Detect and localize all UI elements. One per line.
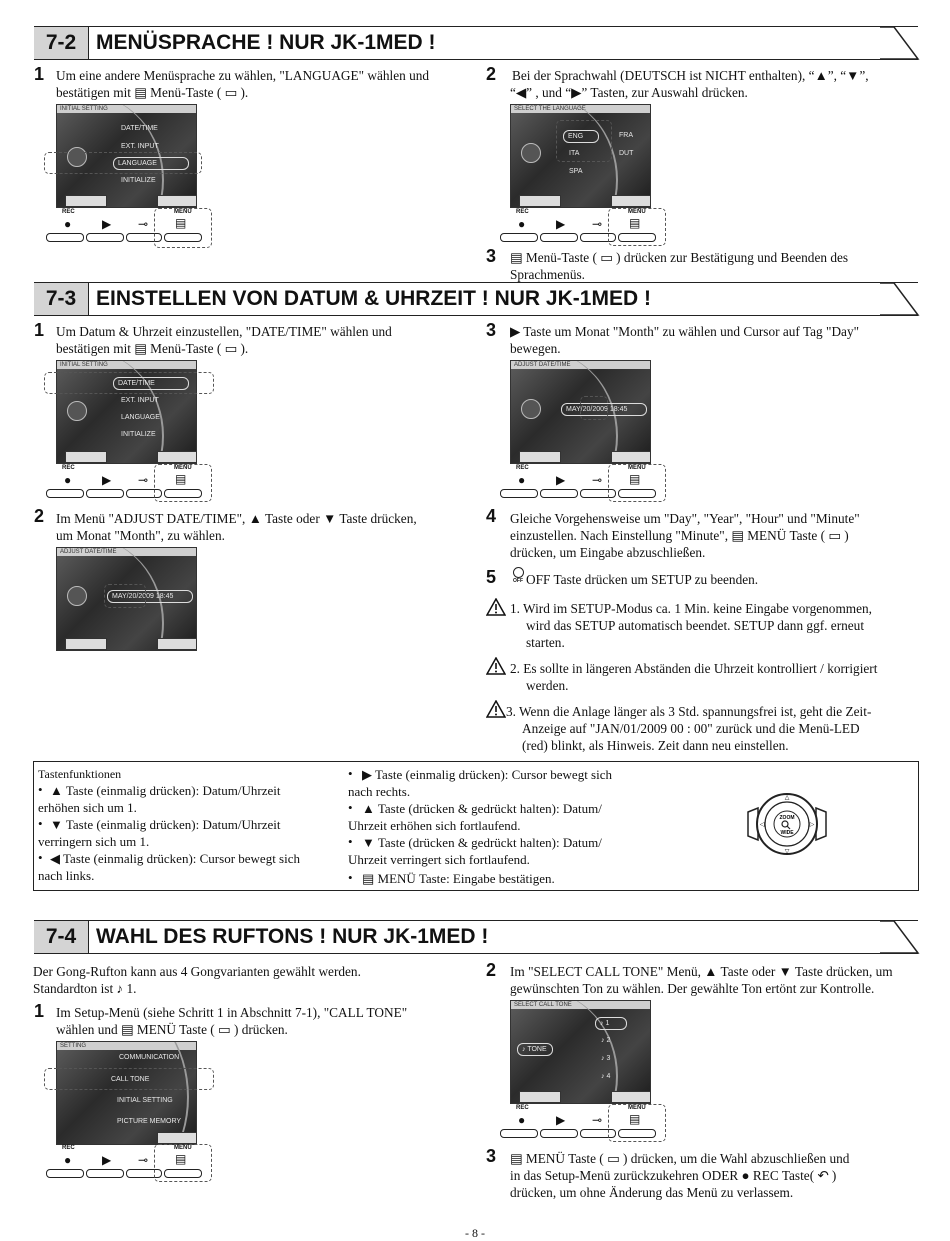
clock-icon — [521, 399, 541, 419]
section-header-7-3 — [34, 282, 918, 316]
key-bar: REC ● ▶ ⊸ MENU ▤ — [46, 208, 202, 242]
section-title: WAHL DES RUFTONS ! NUR JK-1MED ! — [96, 925, 489, 948]
menu-icon: ▤ — [629, 1112, 641, 1126]
step-text: Im Menü "ADJUST DATE/TIME", ▲ Taste oder ▼ Taste drücken, um Monat "Month", zu wählen. — [56, 511, 417, 543]
menu-key-highlight — [154, 464, 212, 502]
step-number: 3 — [486, 320, 497, 340]
rec-icon: ● — [64, 217, 72, 231]
menu-icon: ▤ — [175, 1152, 187, 1166]
key-icon: ⊸ — [592, 217, 603, 231]
key-icon: ⊸ — [138, 217, 149, 231]
screen-setting: SETTING COMMUNICATION CALL TONE INITIAL SETTING PICTURE MEMORY — [56, 1041, 197, 1145]
note-text: 1. Wird im SETUP-Modus ca. 1 Min. keine Eingabe vorgenommen, wird das SETUP automatisch beendet. SETUP dann ggf. erneut starten. — [510, 601, 873, 650]
screen-select-language: SELECT THE LANGUAGE ENG FRA ITA DUT SPA — [510, 104, 651, 208]
key-icon: ⊸ — [592, 473, 603, 487]
svg-text:ZOOM: ZOOM — [779, 815, 795, 821]
key-bar: REC ● ▶ ⊸ MENU ▤ — [46, 1144, 202, 1178]
highlight-frame — [44, 1068, 214, 1090]
box-heading: Tastenfunktionen — [38, 767, 122, 781]
intro-text: Der Gong-Rufton kann aus 4 Gongvarianten gewählt werden. Standardton ist ♪ 1. — [33, 964, 361, 996]
step-text: Im Setup-Menü (siehe Schritt 1 in Abschnitt 7-1), "CALL TONE" wählen und ▤ MENÜ Taste ( ▭ ) drücken. — [56, 1005, 408, 1037]
menu-key-highlight — [154, 208, 212, 248]
header-chevron — [880, 919, 920, 955]
screen-adjust-date-time: ADJUST DATE/TIME MAY/20/2009 18:45 — [510, 360, 651, 464]
key-bar: REC ● ▶ ⊸ MENU ▤ — [46, 464, 202, 498]
step-number: 2 — [486, 64, 497, 84]
note-text: 2. Es sollte in längeren Abständen die Uhrzeit kontrolliert / korrigiert werden. — [510, 661, 878, 693]
menu-icon: ▤ — [629, 472, 641, 486]
key-icon: ⊸ — [138, 473, 149, 487]
section-number: 7-2 — [34, 27, 89, 59]
step-text: Im "SELECT CALL TONE" Menü, ▲ Taste oder ▼ Taste drücken, um gewünschten Ton zu wählen. Der gewählte Ton ertönt zur Kontrolle. — [510, 964, 893, 996]
header-chevron — [880, 281, 920, 317]
navigation-dial-icon — [742, 792, 832, 856]
highlight-frame — [44, 372, 214, 394]
play-icon: ▶ — [102, 473, 112, 487]
menu-key-highlight — [608, 464, 666, 502]
step-text: Um eine andere Menüsprache zu wählen, "LANGUAGE" wählen und bestätigen mit ▤ Menü-Taste ( ▭ ). — [56, 68, 430, 100]
warning-icon — [486, 700, 506, 718]
section-title: EINSTELLEN VON DATUM & UHRZEIT ! NUR JK-1MED ! — [96, 287, 651, 310]
menu-icon — [67, 401, 87, 421]
play-icon: ▶ — [556, 217, 566, 231]
header-chevron — [880, 25, 920, 61]
section-number: 7-4 — [34, 921, 89, 953]
language-icon — [521, 143, 541, 163]
step-text: Gleiche Vorgehensweise um "Day", "Year", "Hour" und "Minute" einzustellen. Nach Einstellung "Minute", ▤ MENÜ Taste ( ▭ ) drücken, um Eingabe abzuschließen. — [510, 511, 860, 560]
rec-icon: ● — [518, 473, 526, 487]
note-text: 3. Wenn die Anlage länger als 3 Std. spannungsfrei ist, geht die Zeit- Anzeige auf "JAN/01/2009 00 : 00" zurück und die Menü-LED (red) blinkt, als Hinweis. Zeit dann neu einstellen. — [506, 704, 872, 753]
menu-icon: ▤ — [629, 216, 641, 230]
highlight-frame — [44, 152, 202, 174]
key-icon: ⊸ — [138, 1153, 149, 1167]
step-number: 1 — [34, 1001, 45, 1021]
menu-key-highlight — [608, 208, 666, 246]
svg-text:▽: ▽ — [784, 849, 790, 855]
menu-icon: ▤ — [175, 472, 187, 486]
section-header-7-2 — [34, 26, 918, 60]
step-text: ▤ Menü-Taste ( ▭ ) drücken zur Bestätigung und Beenden des Sprachmenüs. — [510, 250, 849, 282]
menu-icon: ▤ — [175, 216, 187, 230]
step-text: ▶ Taste um Monat "Month" zu wählen und Cursor auf Tag "Day" bewegen. — [510, 324, 860, 356]
warning-icon — [486, 657, 506, 675]
svg-text:▷: ▷ — [809, 822, 815, 828]
step-text: OFF Taste drücken um SETUP zu beenden. — [526, 572, 759, 587]
step-number: 3 — [486, 1146, 497, 1166]
play-icon: ▶ — [102, 1153, 112, 1167]
highlight-frame — [104, 584, 146, 608]
svg-text:△: △ — [784, 795, 790, 801]
step-number: 5 — [486, 567, 497, 587]
svg-text:WIDE: WIDE — [780, 830, 794, 836]
step-number: 3 — [486, 246, 497, 266]
highlight-frame — [556, 120, 612, 162]
clock-icon — [67, 586, 87, 606]
step-text: Bei der Sprachwahl (DEUTSCH ist NICHT enthalten), “▲”, “▼”, “◀” , und “▶” Tasten, zur Auswahl drücken. — [510, 68, 869, 100]
rec-icon: ● — [64, 1153, 72, 1167]
menu-key-highlight — [608, 1104, 666, 1142]
highlight-frame — [580, 396, 608, 420]
step-number: 2 — [486, 960, 497, 980]
step-number: 1 — [34, 320, 45, 340]
screen-select-call-tone: SELECT CALL TONE ♪ TONE ♪ 1 ♪ 2 ♪ 3 ♪ 4 — [510, 1000, 651, 1104]
key-bar: REC ● ▶ ⊸ MENU ▤ — [500, 1104, 656, 1138]
rec-icon: ● — [518, 1113, 526, 1127]
step-text: ▤ MENÜ Taste ( ▭ ) drücken, um die Wahl abzuschließen und in das Setup-Menü zurückzukehren ODER ● REC Taste( ↶ ) drücken, um ohne Änderung das Menü zu verlassem. — [510, 1151, 850, 1200]
svg-text:◁: ◁ — [759, 822, 765, 828]
play-icon: ▶ — [556, 473, 566, 487]
key-functions-box: Tastenfunktionen • ▲ Taste (einmalig drücken): Datum/Uhrzeit erhöhen sich um 1. • ▼ Taste (einmalig drücken): Datum/Uhrzeit verringern sich um 1. • ◀ Taste (einmalig drücken): Cursor bewegt sich nach links. • ▶ Taste (einmalig drücken): Cursor bewegt sich nach rechts. • ▲ Taste (drücken & gedrückt halten): Datum/ Uhrzeit erhöhen sich fortlaufend. • ▼ Taste (drücken & gedrückt halten): Datum/ Uhrzeit verringert sich fortlaufend. • ▤ MENÜ Taste: Eingabe bestätigen. △ ▽ ◁ ▷ ZOOM WIDE — [33, 761, 919, 891]
warning-icon — [486, 598, 506, 616]
rec-icon: ● — [64, 473, 72, 487]
key-bar: REC ● ▶ ⊸ MENU ▤ — [500, 208, 656, 242]
play-icon: ▶ — [102, 217, 112, 231]
section-title: MENÜSPRACHE ! NUR JK-1MED ! — [96, 31, 436, 54]
step-text: Um Datum & Uhrzeit einzustellen, "DATE/TIME" wählen und bestätigen mit ▤ Menü-Taste ( ▭ ). — [56, 324, 392, 356]
page-number: - 8 - — [465, 1226, 485, 1240]
key-bar: REC ● ▶ ⊸ MENU ▤ — [500, 464, 656, 498]
section-header-7-4 — [34, 920, 918, 954]
step-number: 4 — [486, 506, 497, 526]
off-icon: OFF — [512, 567, 524, 589]
step-number: 2 — [34, 506, 45, 526]
play-icon: ▶ — [556, 1113, 566, 1127]
section-number: 7-3 — [34, 283, 89, 315]
screen-initial-setting: INITIAL SETTING DATE/TIME EXT. INPUT LANGUAGE INITIALIZE — [56, 104, 197, 208]
menu-key-highlight — [154, 1144, 212, 1182]
screen-adjust-date-time: ADJUST DATE/TIME MAY/20/2009 18:45 — [56, 547, 197, 651]
key-icon: ⊸ — [592, 1113, 603, 1127]
screen-initial-setting: INITIAL SETTING DATE/TIME EXT. INPUT LANGUAGE INITIALIZE — [56, 360, 197, 464]
rec-icon: ● — [518, 217, 526, 231]
step-number: 1 — [34, 64, 45, 84]
